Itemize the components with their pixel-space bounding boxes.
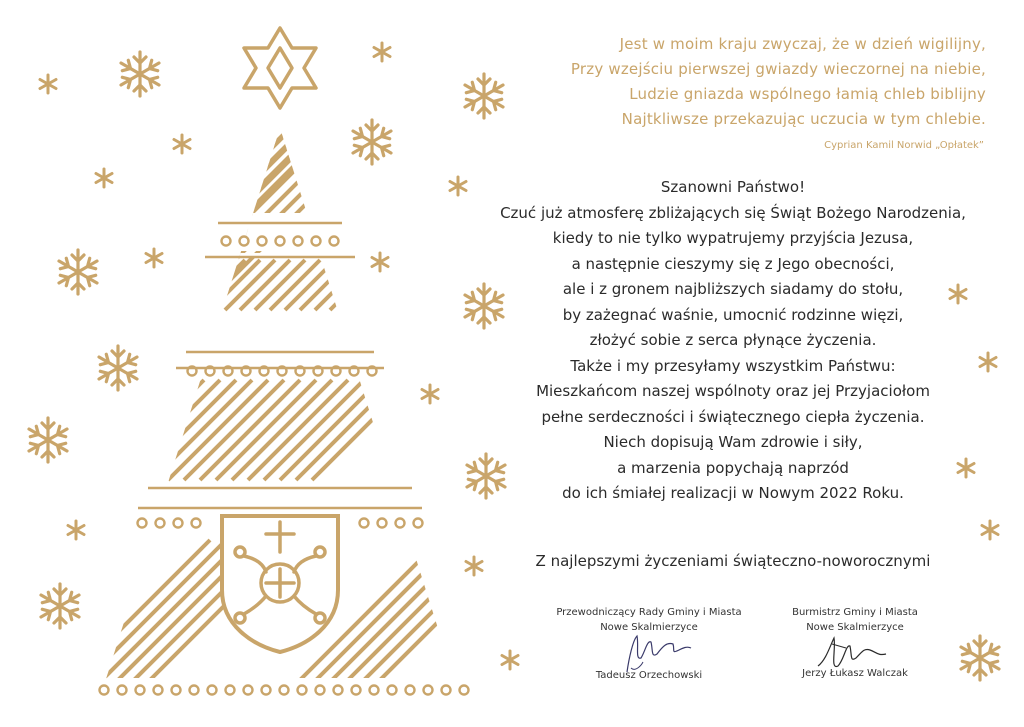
star-icon: [244, 28, 316, 108]
signature-title: Przewodniczący Rady Gminy i Miasta: [556, 607, 742, 618]
letter-line: Niech dopisują Wam zdrowie i siły,: [603, 433, 863, 451]
poem: [466, 32, 986, 132]
signature-name-chairman: Tadeusz Orzechowski: [595, 670, 703, 681]
signature-title: Nowe Skalmierzyce: [600, 622, 698, 633]
letter-line: złożyć sobie z serca płynące życzenia.: [589, 331, 877, 349]
letter-line: a następnie cieszymy się z Jego obecności,: [571, 254, 895, 273]
letter-line: Mieszkańcom naszej wspólnoty oraz jej Przyjaciołom: [536, 382, 930, 400]
signature-title: Nowe Skalmierzyce: [806, 622, 904, 633]
poem-line: Przy wzejściu pierwszej gwiazdy wieczornej na niebie,: [570, 60, 986, 78]
letter-line: Czuć już atmosferę zbliżających się Świąt Bożego Narodzenia,: [500, 203, 966, 222]
letter-line: a marzenia popychają naprzód: [617, 458, 849, 477]
letter-body: [468, 175, 998, 507]
poem-author: Cyprian Kamil Norwid „Opłatek”: [824, 140, 984, 151]
letter-greeting: Szanowni Państwo!: [660, 178, 806, 196]
poem-line: Ludzie gniazda wspólnego łamią chleb biblijny: [629, 85, 986, 103]
letter-closing: Z najlepszymi życzeniami świąteczno-noworocznymi: [535, 552, 931, 570]
letter-line: kiedy to nie tylko wypatrujemy przyjścia Jezusa,: [552, 229, 914, 247]
signature-title: Burmistrz Gminy i Miasta: [792, 607, 918, 618]
letter-line: do ich śmiałej realizacji w Nowym 2022 Roku.: [562, 484, 904, 502]
poem-line: Jest w moim kraju zwyczaj, że w dzień wigilijny,: [619, 35, 986, 53]
coat-of-arms-icon: [222, 516, 338, 652]
letter-line: by zażegnać waśnie, umocnić rodzinne więzi,: [562, 305, 904, 324]
letter-line: ale i z gronem najbliższych siadamy do stołu,: [562, 280, 904, 298]
letter-line: pełne serdeczności i świątecznego ciepła życzenia.: [541, 407, 925, 426]
letter-line: Także i my przesyłamy wszystkim Państwu:: [570, 356, 896, 375]
poem-line: Najtkliwsze przekazując uczucia w tym chlebie.: [621, 110, 986, 128]
signature-name-mayor: Jerzy Łukasz Walczak: [802, 668, 908, 679]
